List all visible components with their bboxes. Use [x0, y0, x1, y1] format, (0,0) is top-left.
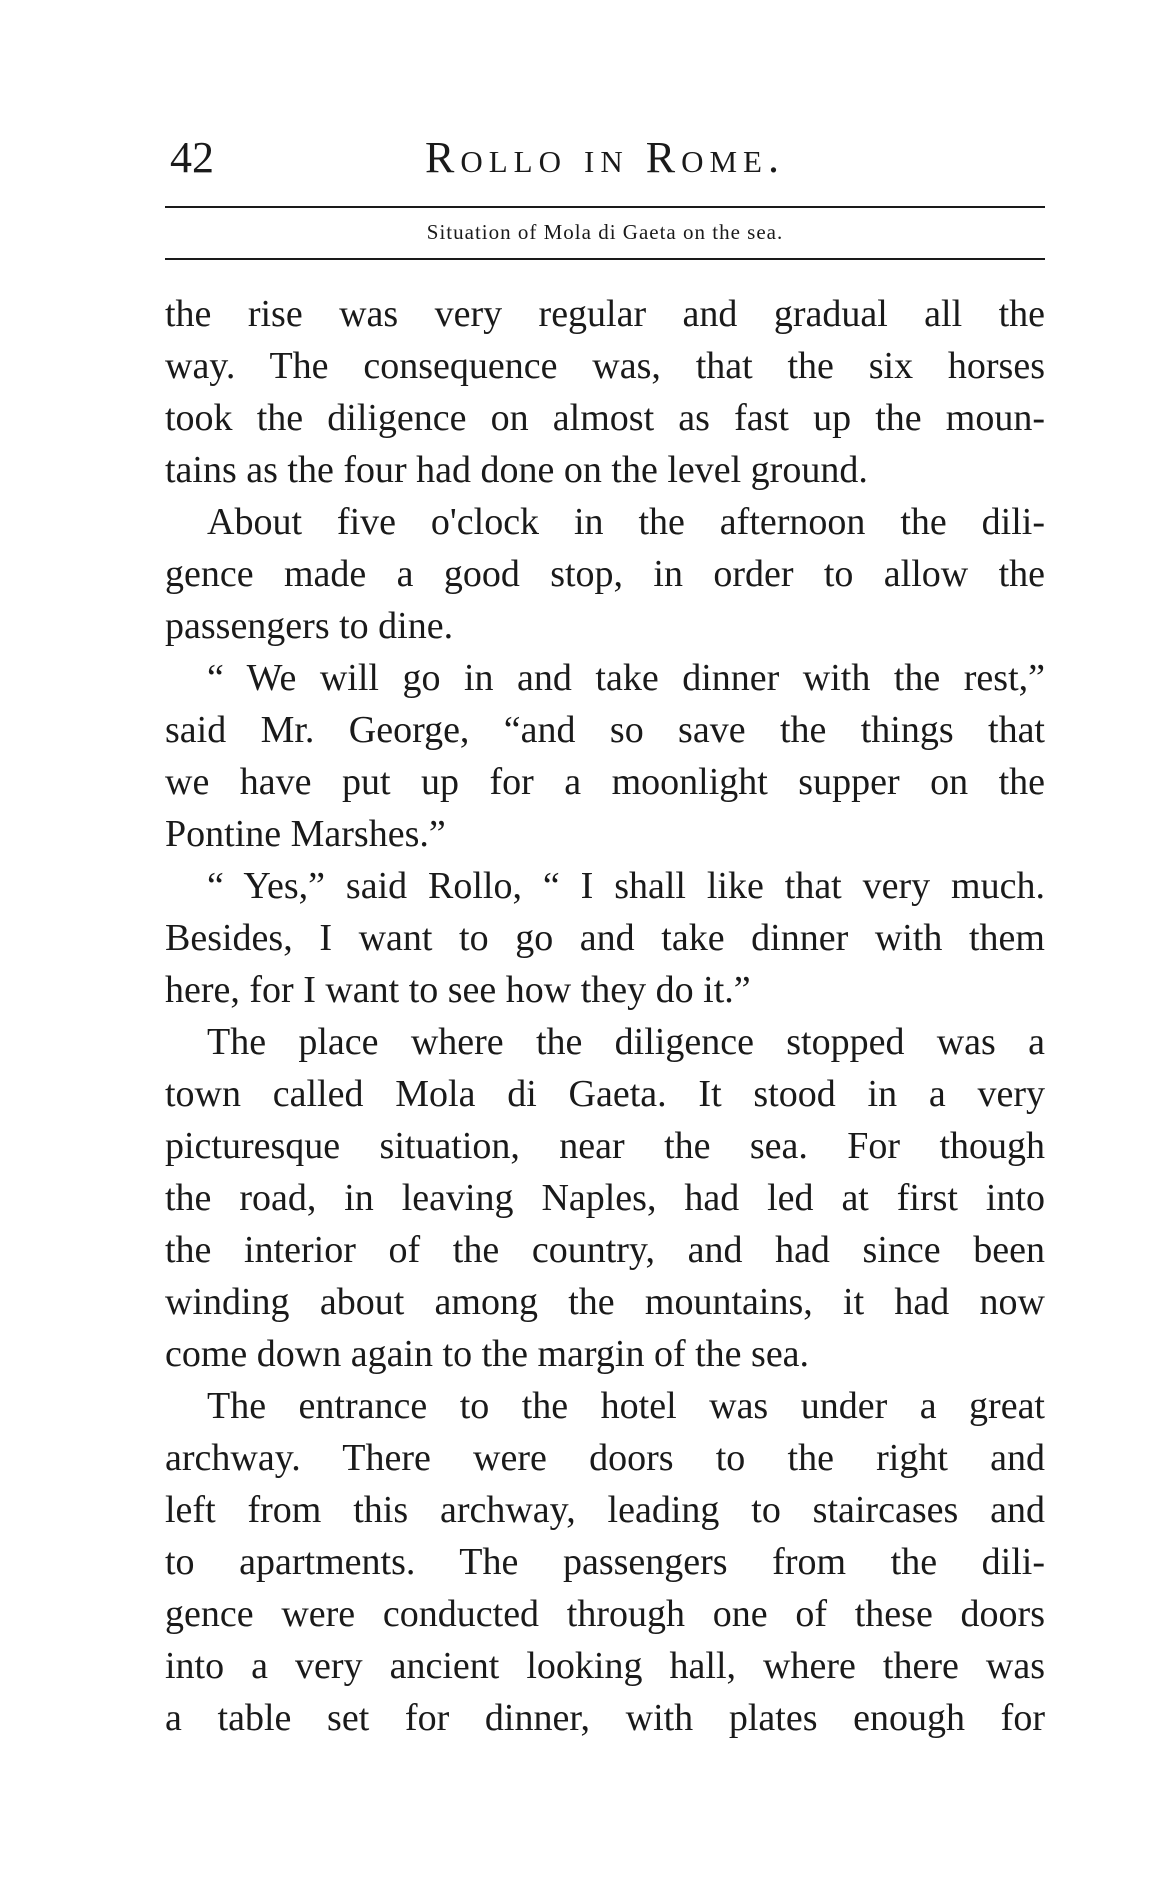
text-line: a table set for dinner, with plates enough for [165, 1697, 1045, 1739]
text-line: Pontine Marshes.” [165, 813, 446, 855]
text-line: About five o'clock in the afternoon the dili- [207, 501, 1045, 543]
text-line: the rise was very regular and gradual all the [165, 293, 1045, 335]
text-line: passengers to dine. [165, 605, 454, 647]
text-line: here, for I want to see how they do it.” [165, 969, 751, 1011]
text-line: winding about among the mountains, it had now [165, 1281, 1045, 1323]
text-line: Besides, I want to go and take dinner with them [165, 917, 1045, 959]
text-line: “ We will go in and take dinner with the rest,” [207, 657, 1045, 699]
body-text [165, 288, 1045, 1744]
text-line: to apartments. The passengers from the dili- [165, 1541, 1045, 1583]
text-line: the road, in leaving Naples, had led at first into [165, 1177, 1045, 1219]
text-line: said Mr. George, “and so save the things that [165, 709, 1045, 751]
text-line: into a very ancient looking hall, where there was [165, 1645, 1045, 1687]
text-line: the interior of the country, and had since been [165, 1229, 1045, 1271]
text-line: took the diligence on almost as fast up the moun- [165, 397, 1045, 439]
section-subheading: Situation of Mola di Gaeta on the sea. [426, 220, 784, 244]
text-line: “ Yes,” said Rollo, “ I shall like that very much. [207, 865, 1045, 907]
text-line: town called Mola di Gaeta. It stood in a very [165, 1073, 1045, 1115]
header-rule-top [165, 206, 1045, 208]
text-line: archway. There were doors to the right and [165, 1437, 1045, 1479]
header-rule-bottom [165, 258, 1045, 260]
text-line: we have put up for a moonlight supper on the [165, 761, 1045, 803]
text-line: way. The consequence was, that the six horses [165, 345, 1045, 387]
text-line: tains as the four had done on the level ground. [165, 449, 868, 491]
text-line: left from this archway, leading to staircases and [165, 1489, 1045, 1531]
book-title: Rollo in Rome. [425, 133, 785, 182]
text-line: picturesque situation, near the sea. For though [165, 1125, 1045, 1167]
running-head [165, 128, 1045, 188]
text-line: gence were conducted through one of these doors [165, 1593, 1045, 1635]
text-line: gence made a good stop, in order to allow the [165, 553, 1045, 595]
text-line: The place where the diligence stopped was a [207, 1021, 1045, 1063]
text-line: The entrance to the hotel was under a great [207, 1385, 1045, 1427]
page-number: 42 [170, 133, 214, 182]
text-line: come down again to the margin of the sea. [165, 1333, 810, 1375]
